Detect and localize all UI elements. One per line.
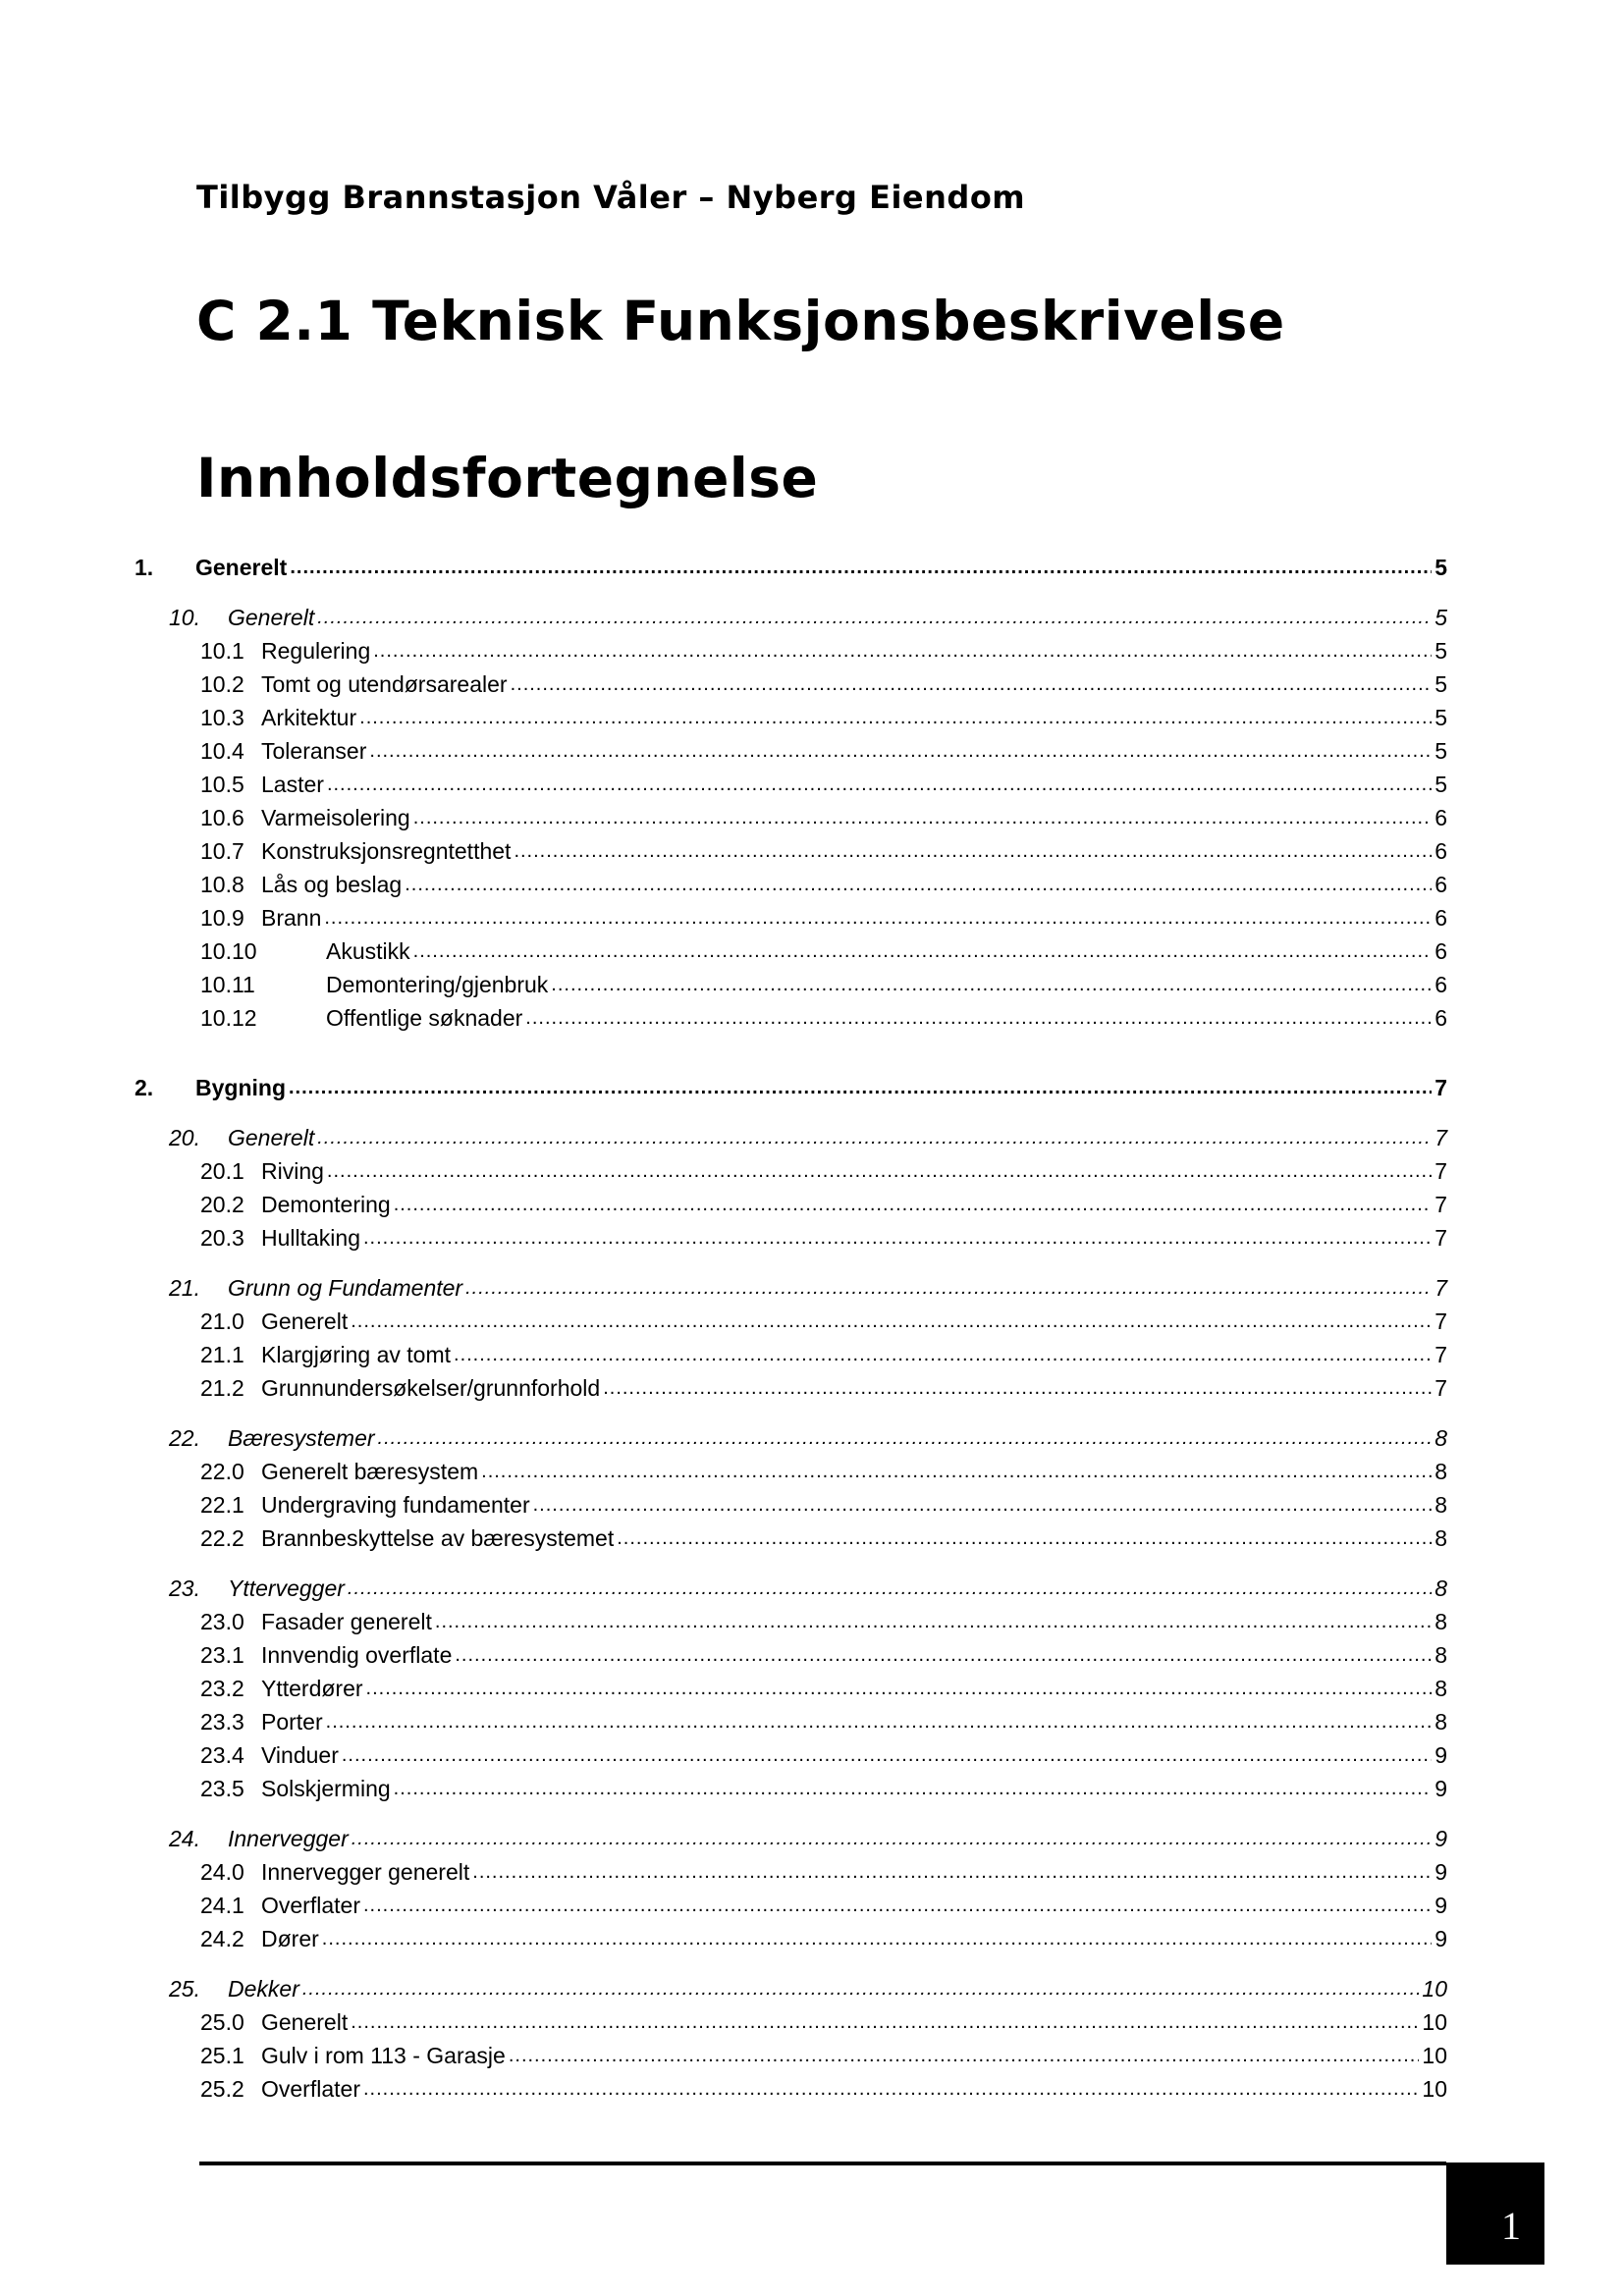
toc-entry-title: Dører	[261, 1926, 319, 1951]
toc-entry-number: 23.1	[200, 1642, 244, 1668]
toc-entry[interactable]	[200, 1522, 1447, 1553]
toc-entry-title: Klargjøring av tomt	[261, 1342, 452, 1367]
toc-entry-number: 10.3	[200, 705, 244, 730]
toc-entry-title: Solskjerming	[261, 1776, 391, 1801]
toc-entry-title: Ytterdører	[261, 1676, 363, 1701]
toc-entry-page: 6	[1435, 1005, 1447, 1031]
toc-entry-page: 9	[1435, 1926, 1447, 1951]
toc-entry[interactable]	[200, 1772, 1447, 1803]
toc-entry-title: Overflater	[261, 1893, 360, 1918]
toc-entry-title: Grunn og Fundamenter	[228, 1275, 463, 1301]
toc-entry-title: Generelt	[261, 2009, 349, 2035]
toc-entry[interactable]	[200, 1638, 1447, 1670]
toc-entry[interactable]	[169, 1822, 1447, 1853]
toc-entry-title: Riving	[261, 1158, 324, 1184]
toc-entry-number: 10.	[169, 605, 200, 630]
toc-dot-leader	[405, 870, 1432, 899]
toc-entry-number: 1.	[135, 555, 154, 580]
toc-entry-title: Porter	[261, 1709, 323, 1735]
toc-entry-page: 8	[1435, 1492, 1447, 1518]
toc-entry-number: 10.10	[200, 938, 257, 964]
toc-entry-page: 5	[1435, 738, 1447, 764]
toc-dot-leader	[290, 553, 1432, 582]
toc-dot-leader	[351, 1307, 1432, 1336]
toc-entry-title: Tomt og utendørsarealer	[261, 671, 508, 697]
toc-entry-number: 10.9	[200, 905, 244, 931]
toc-entry[interactable]	[200, 634, 1447, 666]
toc-dot-leader	[617, 1523, 1432, 1553]
toc-entry-title: Innervegger	[228, 1826, 349, 1851]
toc-entry-page: 5	[1435, 638, 1447, 664]
toc-dot-leader	[533, 1490, 1433, 1520]
toc-entry-title: Demontering	[261, 1192, 391, 1217]
toc-entry[interactable]	[200, 1605, 1447, 1636]
toc-entry-number: 25.2	[200, 2076, 244, 2102]
toc-entry[interactable]	[169, 1121, 1447, 1152]
toc-entry[interactable]	[200, 2005, 1447, 2037]
toc-entry-number: 24.1	[200, 1893, 244, 1918]
toc-entry-page: 7	[1435, 1158, 1447, 1184]
footer-rule	[199, 2162, 1446, 2165]
toc-entry-page: 8	[1435, 1676, 1447, 1701]
toc-entry-number: 24.	[169, 1826, 200, 1851]
toc-entry-page: 7	[1435, 1192, 1447, 1217]
toc-entry-number: 10.1	[200, 638, 244, 664]
toc-dot-leader	[455, 1640, 1432, 1670]
page-number-box	[1446, 2163, 1544, 2265]
document-title: C 2.1 Teknisk Funksjonsbeskrivelse	[196, 290, 1285, 352]
toc-dot-leader	[514, 836, 1432, 866]
toc-entry[interactable]	[200, 1305, 1447, 1336]
toc-dot-leader	[481, 1457, 1432, 1486]
toc-entry-number: 23.3	[200, 1709, 244, 1735]
toc-entry[interactable]	[200, 1154, 1447, 1186]
toc-dot-leader	[472, 1857, 1432, 1887]
toc-entry[interactable]	[200, 1455, 1447, 1486]
toc-entry[interactable]	[200, 1738, 1447, 1770]
toc-entry-number: 25.0	[200, 2009, 244, 2035]
toc-entry-title: Innvendig overflate	[261, 1642, 453, 1668]
page-number: 1	[1501, 2204, 1521, 2248]
toc-entry[interactable]	[169, 1572, 1447, 1603]
toc-entry-number: 20.2	[200, 1192, 244, 1217]
toc-entry-page: 6	[1435, 805, 1447, 830]
toc-entry-title: Yttervegger	[228, 1575, 345, 1601]
toc-entry-title: Bygning	[195, 1075, 286, 1100]
toc-dot-leader	[327, 1156, 1432, 1186]
toc-entry[interactable]	[200, 734, 1447, 766]
toc-entry-title: Konstruksjonsregntetthet	[261, 838, 512, 864]
toc-entry[interactable]	[200, 701, 1447, 732]
toc-dot-leader	[366, 1674, 1433, 1703]
toc-entry-number: 22.0	[200, 1459, 244, 1484]
toc-dot-leader	[289, 1073, 1432, 1102]
toc-entry[interactable]	[169, 1421, 1447, 1453]
toc-entry-number: 20.1	[200, 1158, 244, 1184]
toc-entry-page: 8	[1435, 1575, 1447, 1601]
toc-dot-leader	[327, 770, 1432, 799]
toc-entry-number: 21.2	[200, 1375, 244, 1401]
toc-dot-leader	[603, 1373, 1432, 1403]
toc-entry[interactable]	[169, 1271, 1447, 1303]
toc-entry-number: 21.0	[200, 1308, 244, 1334]
toc-entry-page: 10	[1422, 2009, 1447, 2035]
toc-entry-page: 6	[1435, 905, 1447, 931]
toc-entry[interactable]	[200, 667, 1447, 699]
toc-entry[interactable]	[200, 1221, 1447, 1253]
toc-entry-page: 8	[1435, 1709, 1447, 1735]
toc-entry-page: 5	[1435, 705, 1447, 730]
toc-dot-leader	[363, 1223, 1432, 1253]
toc-entry-title: Grunnundersøkelser/grunnforhold	[261, 1375, 601, 1401]
toc-entry-page: 6	[1435, 838, 1447, 864]
toc-dot-leader	[413, 936, 1433, 966]
toc-entry-number: 2.	[135, 1075, 154, 1100]
toc-entry-number: 23.2	[200, 1676, 244, 1701]
toc-dot-leader	[359, 703, 1432, 732]
toc-dot-leader	[348, 1574, 1432, 1603]
toc-entry-title: Akustikk	[326, 938, 410, 964]
toc-entry-page: 6	[1435, 972, 1447, 997]
toc-entry-title: Laster	[261, 772, 324, 797]
toc-entry-title: Bæresystemer	[228, 1425, 375, 1451]
toc-entry-number: 10.12	[200, 1005, 257, 1031]
toc-entry-number: 23.0	[200, 1609, 244, 1634]
toc-entry-title: Hulltaking	[261, 1225, 360, 1251]
toc-entry[interactable]	[200, 1672, 1447, 1703]
project-subtitle: Tilbygg Brannstasjon Våler – Nyberg Eiendom	[196, 179, 1026, 216]
toc-entry-number: 21.	[169, 1275, 200, 1301]
toc-entry-page: 6	[1435, 938, 1447, 964]
toc-entry-page: 5	[1435, 555, 1447, 580]
toc-entry-page: 10	[1422, 1976, 1447, 2002]
toc-dot-leader	[324, 903, 1432, 933]
toc-dot-leader	[465, 1273, 1432, 1303]
toc-entry-number: 22.1	[200, 1492, 244, 1518]
toc-dot-leader	[322, 1924, 1432, 1953]
toc-entry-page: 6	[1435, 872, 1447, 897]
toc-entry-page: 7	[1435, 1375, 1447, 1401]
toc-entry[interactable]	[169, 601, 1447, 632]
toc-entry-title: Brann	[261, 905, 322, 931]
toc-entry-number: 24.0	[200, 1859, 244, 1885]
toc-entry[interactable]	[200, 2039, 1447, 2070]
toc-entry-page: 8	[1435, 1642, 1447, 1668]
toc-entry[interactable]	[200, 768, 1447, 799]
toc-dot-leader	[525, 1003, 1432, 1033]
toc-entry-page: 7	[1435, 1308, 1447, 1334]
toc-dot-leader	[342, 1740, 1432, 1770]
toc-entry-title: Fasader generelt	[261, 1609, 432, 1634]
toc-entry-page: 9	[1435, 1893, 1447, 1918]
toc-entry[interactable]	[200, 801, 1447, 832]
toc-entry-title: Varmeisolering	[261, 805, 410, 830]
toc-entry[interactable]	[200, 1338, 1447, 1369]
toc-dot-leader	[302, 1974, 1420, 2003]
toc-dot-leader	[511, 669, 1433, 699]
toc-entry-page: 9	[1435, 1859, 1447, 1885]
toc-entry[interactable]	[200, 1705, 1447, 1736]
toc-entry-number: 23.	[169, 1575, 200, 1601]
toc-dot-leader	[394, 1774, 1433, 1803]
toc-entry-number: 20.3	[200, 1225, 244, 1251]
toc-entry-page: 9	[1435, 1742, 1447, 1768]
toc-entry-page: 7	[1435, 1275, 1447, 1301]
toc-entry-page: 8	[1435, 1609, 1447, 1634]
toc-entry-title: Generelt	[228, 605, 315, 630]
toc-entry-page: 7	[1435, 1342, 1447, 1367]
toc-dot-leader	[413, 803, 1433, 832]
toc-entry[interactable]	[200, 2072, 1447, 2104]
toc-entry-number: 22.	[169, 1425, 200, 1451]
toc-entry-page: 10	[1422, 2076, 1447, 2102]
toc-entry-number: 21.1	[200, 1342, 244, 1367]
toc-entry-number: 23.5	[200, 1776, 244, 1801]
toc-entry-title: Demontering/gjenbruk	[326, 972, 549, 997]
toc-entry-title: Lås og beslag	[261, 872, 403, 897]
toc-dot-leader	[373, 636, 1432, 666]
toc-dot-leader	[352, 1824, 1432, 1853]
toc-entry-number: 25.	[169, 1976, 200, 2002]
toc-dot-leader	[369, 736, 1432, 766]
toc-entry[interactable]	[200, 868, 1447, 899]
toc-entry[interactable]	[200, 968, 1447, 999]
toc-entry-page: 8	[1435, 1525, 1447, 1551]
toc-dot-leader	[378, 1423, 1433, 1453]
toc-dot-leader	[509, 2041, 1420, 2070]
toc-entry-page: 7	[1435, 1075, 1447, 1100]
toc-dot-leader	[351, 2007, 1419, 2037]
toc-entry-title: Arkitektur	[261, 705, 357, 730]
toc-dot-leader	[317, 1123, 1432, 1152]
toc-dot-leader	[551, 970, 1432, 999]
toc-entry[interactable]	[200, 1922, 1447, 1953]
toc-entry[interactable]	[135, 1071, 1447, 1102]
toc-dot-leader	[394, 1190, 1433, 1219]
toc-entry-number: 10.8	[200, 872, 244, 897]
toc-entry[interactable]	[135, 551, 1447, 582]
toc-entry-number: 10.4	[200, 738, 244, 764]
toc-entry-number: 22.2	[200, 1525, 244, 1551]
toc-dot-leader	[363, 1891, 1432, 1920]
toc-entry-page: 8	[1435, 1425, 1447, 1451]
toc-entry-title: Innervegger generelt	[261, 1859, 470, 1885]
toc-entry[interactable]	[200, 1855, 1447, 1887]
toc-entry-number: 25.1	[200, 2043, 244, 2068]
toc-entry-number: 10.11	[200, 972, 255, 997]
toc-dot-leader	[363, 2074, 1419, 2104]
toc-entry-page: 7	[1435, 1225, 1447, 1251]
toc-entry-number: 10.5	[200, 772, 244, 797]
toc-dot-leader	[454, 1340, 1432, 1369]
toc-entry[interactable]	[200, 1488, 1447, 1520]
toc-entry-number: 10.6	[200, 805, 244, 830]
toc-entry-number: 10.7	[200, 838, 244, 864]
toc-entry-title: Offentlige søknader	[326, 1005, 523, 1031]
toc-entry-number: 10.2	[200, 671, 244, 697]
toc-entry[interactable]	[200, 901, 1447, 933]
toc-entry-title: Regulering	[261, 638, 371, 664]
toc-entry-number: 20.	[169, 1125, 200, 1150]
toc-entry-title: Toleranser	[261, 738, 367, 764]
toc-entry-title: Gulv i rom 113 - Garasje	[261, 2043, 506, 2068]
toc-entry[interactable]	[200, 1188, 1447, 1219]
toc-entry[interactable]	[200, 934, 1447, 966]
toc-entry-title: Undergraving fundamenter	[261, 1492, 530, 1518]
toc-entry[interactable]	[169, 1972, 1447, 2003]
toc-entry-number: 23.4	[200, 1742, 244, 1768]
toc-entry[interactable]	[200, 834, 1447, 866]
toc-entry-page: 9	[1435, 1826, 1447, 1851]
toc-entry[interactable]	[200, 1889, 1447, 1920]
toc-heading: Innholdsfortegnelse	[196, 447, 819, 509]
toc-entry-title: Generelt bæresystem	[261, 1459, 479, 1484]
toc-entry-page: 8	[1435, 1459, 1447, 1484]
toc-entry-page: 5	[1435, 671, 1447, 697]
toc-entry-number: 24.2	[200, 1926, 244, 1951]
toc-entry-page: 5	[1435, 605, 1447, 630]
toc-entry-page: 5	[1435, 772, 1447, 797]
toc-entry-title: Generelt	[228, 1125, 315, 1150]
toc-entry-title: Generelt	[261, 1308, 349, 1334]
toc-dot-leader	[317, 603, 1432, 632]
toc-entry[interactable]	[200, 1001, 1447, 1033]
toc-entry-title: Vinduer	[261, 1742, 339, 1768]
toc-dot-leader	[435, 1607, 1432, 1636]
toc-entry-title: Brannbeskyttelse av bæresystemet	[261, 1525, 615, 1551]
toc-dot-leader	[326, 1707, 1433, 1736]
toc-entry-page: 9	[1435, 1776, 1447, 1801]
toc-entry-title: Overflater	[261, 2076, 360, 2102]
toc-entry-title: Generelt	[195, 555, 288, 580]
toc-entry-page: 10	[1422, 2043, 1447, 2068]
toc-entry-title: Dekker	[228, 1976, 299, 2002]
toc-entry[interactable]	[200, 1371, 1447, 1403]
toc-entry-page: 7	[1435, 1125, 1447, 1150]
